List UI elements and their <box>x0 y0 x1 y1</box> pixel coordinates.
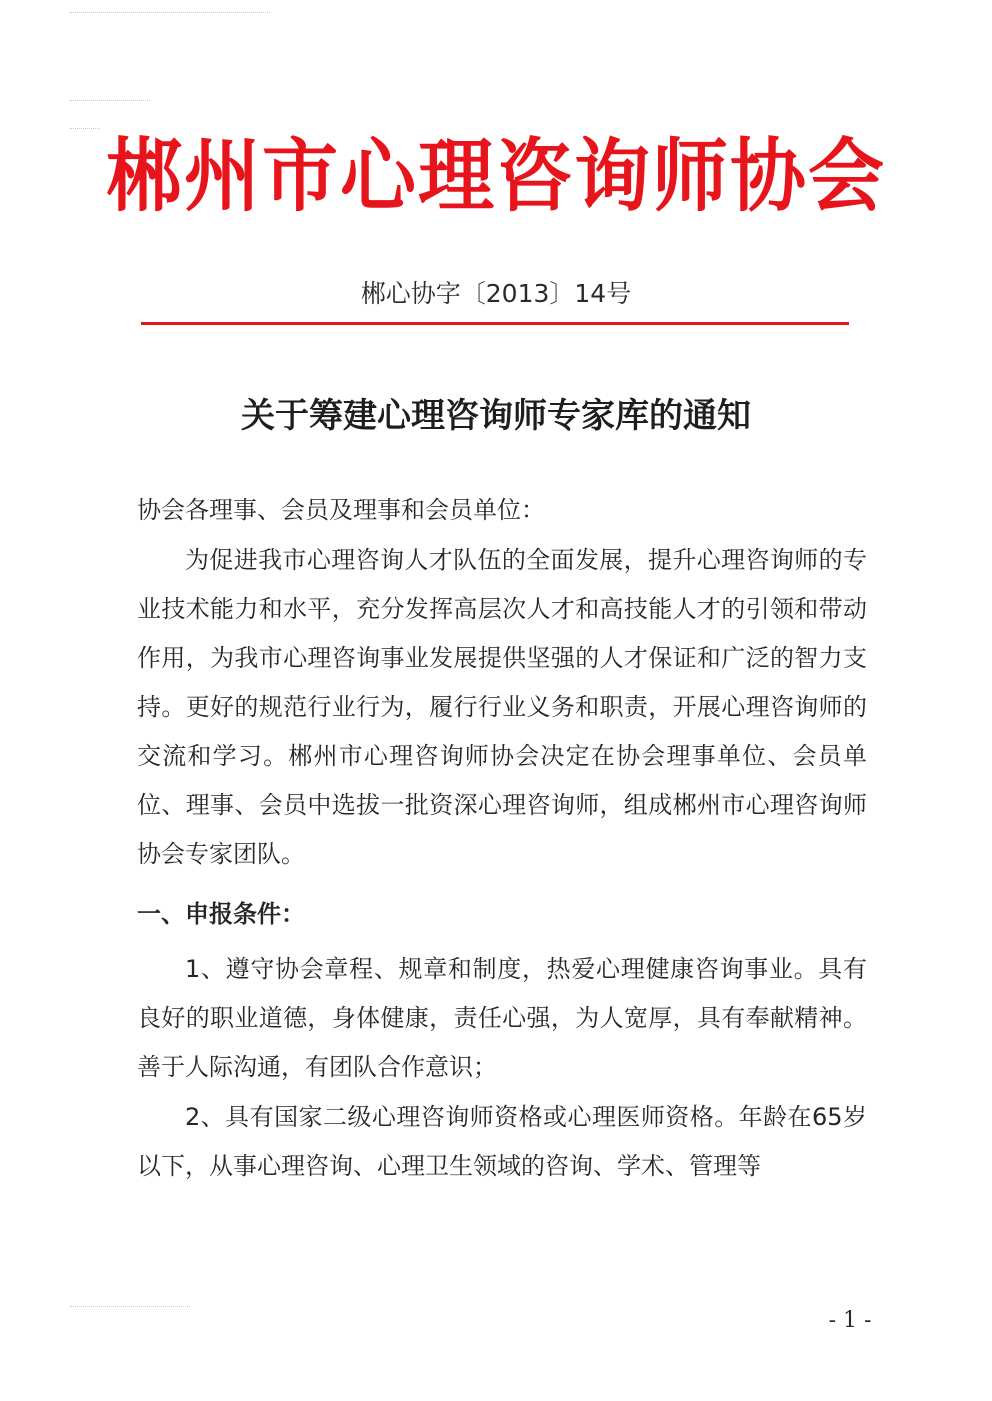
scan-artifact <box>70 1306 190 1308</box>
intro-paragraph: 为促进我市心理咨询人才队伍的全面发展，提升心理咨询师的专业技术能力和水平，充分发挥高层次人才和高技能人才的引领和带动作用，为我市心理咨询事业发展提供坚强的人才保证和广泛的智力支持。更好的规范行业行为，履行行业义务和职责，开展心理咨询师的交流和学习。郴州市心理咨询师协会决定在协会理事单位、会员单位、理事、会员中选拔一批资深心理咨询师，组成郴州市心理咨询师协会专家团队。 <box>137 546 867 868</box>
condition-item-1: 1、遵守协会章程、规章和制度，热爱心理健康咨询事业。具有良好的职业道德，身体健康，责任心强，为人宽厚，具有奉献精神。善于人际沟通，有团队合作意识； <box>137 955 867 1081</box>
organization-title: 郴州市心理咨询师协会 <box>106 128 886 223</box>
scan-artifact <box>70 100 150 102</box>
salutation: 协会各理事、会员及理事和会员单位： <box>137 496 545 524</box>
document-number: 郴心协字〔2013〕14号 <box>360 279 632 308</box>
condition-item-2: 2、具有国家二级心理咨询师资格或心理医师资格。年龄在65岁以下，从事心理咨询、心理卫生领域的咨询、学术、管理等 <box>137 1103 867 1180</box>
section-heading: 一、申报条件： <box>137 900 305 928</box>
notice-title: 关于筹建心理咨询师专家库的通知 <box>241 396 751 436</box>
scan-artifact <box>70 12 270 14</box>
page-number: - 1 - <box>828 1308 872 1333</box>
red-divider-line <box>141 322 849 325</box>
